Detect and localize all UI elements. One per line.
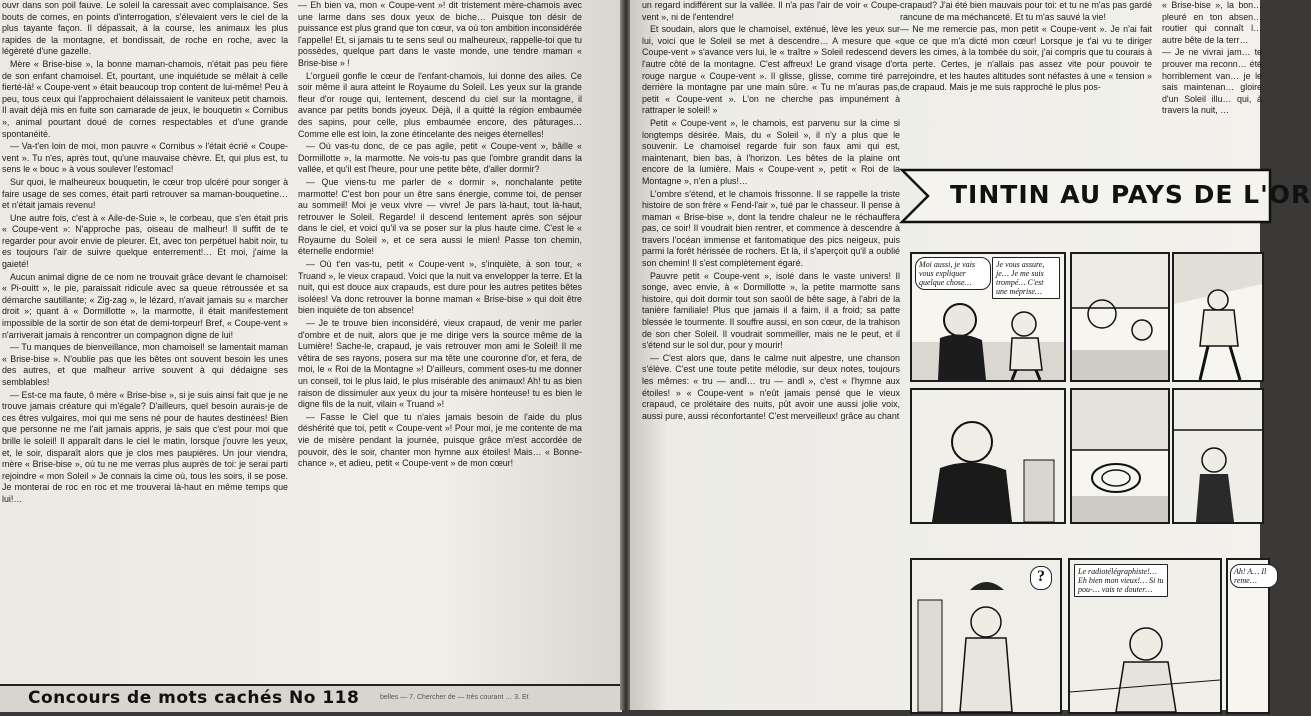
paragraph: — Fasse le Ciel que tu n'aies jamais besoin de l'aide du plus déshérité que toi, petit « Coupe-vent »! Pour moi, je me contente de ma vie de misère pendant la journée, puisque grâce m'est accordée de pouvoir, dès le soir, chanter mon hymne aux étoiles! Mais… « Bonne-chance », et adieu, petit « Coupe-vent » de mon cœur!: [298, 411, 582, 469]
paragraph: Pauvre petit « Coupe-vent », isolé dans le vaste univers! Il songe, avec envie, à « Dormillotte », la petite marmotte sans histoire, qui doit dormir tout son saoûl de bête sage, à l'abri de la tanière familiale! Plus que jamais il a faim, il a froid; sa patte blessée le tourmente. Il souffre aussi, en son cœur, de la trahison de son cher Soleil. Il voudrait sommeiller, mais ne le peut, et il s'étend sur le sol dur, pour y mourir!: [642, 270, 900, 351]
left-column-1: [2, 0, 288, 662]
paragraph: Et soudain, alors que le chamoisel, exténué, lève les yeux sur lui, voici que le Soleil se met à descendre… A mesure que « Coupe-vent » s'avance vers lui, le « traître » Soleil redescend de l'autre côté de la montagne. C'est affreux! Le grand visage d'or rouge nargue « Coupe-vent ». Il glisse, glisse, comme tiré par derrière la montagne par une main sûre. « Tu ne m'auras pas, petit « Coupe-vent ». L'on ne cherche pas impunément à rattraper le soleil! »: [642, 24, 900, 116]
paragraph: — Va-t'en loin de moi, mon pauvre « Cornibus » l'était écrié « Coupe-vent ». Tu n'es, après tout, qu'une mauvaise chèvre. Et, qui plus est, tu sens le « bouc » à vous soulever l'estomac!: [2, 141, 288, 175]
paragraph: Une autre fois, c'est à « Aile-de-Suie », le corbeau, que s'en était pris « Coupe-vent »: N'approche pas, oiseau de malheur! Il suffit de te regarder pour avoir envie de pleurer. Et, avec ton perpétuel habit noir, tu es toujours l'air de suivre quelque enterrement!… Et moi, j'aime la gaieté!: [2, 212, 288, 270]
paragraph: — Je ne vivrai jam… te prouver ma reconn… été horriblement van… je le sais maintenan… gloire d'un Soleil illu… qui, à travers la nuit, …: [1162, 47, 1262, 116]
speech-bubble: Je vous assure, je… Je me suis trompé… C'est une méprise…: [992, 257, 1060, 299]
paragraph: — Tu manques de bienveillance, mon chamoisel! se lamentait maman « Brise-bise ». N'oublie pas que les bêtes ont souvent besoin les unes des autres, et que malheur arrive souvent à qui dédaigne ses semblables!: [2, 342, 288, 387]
paragraph: Mère « Brise-bise », la bonne maman-chamois, n'était pas peu fière de son enfant chamoisel. Et, pourtant, une inquiétude se mêlait à celle fierté-là! « Coupe-vent » était beaucoup trop content de lui-même! Peu à peu, tous ceux qui l'approchaient délaissaient le vaniteux petit chamois. Il avait déjà mis en fuite son camarade de jeux, le bouquetin « Cornibus », animal pourtant doué de cornes respectables et d'une grande spontanéité.: [2, 58, 288, 139]
paragraph: — C'est alors que, dans le calme nuit alpestre, une chanson s'élève. C'est une toute petite mélodie, sur deux notes, toujours les mêmes: « tru — andl… tru — andl », c'est « l'hymne aux étoiles! » « Coupe-vent » n'eût jamais pensé que le vieux crapaud, ce prolétaire des nuits, pût avoir une aussi jolie voix, aussi pure, aussi réconfortante! C'est merveilleux! grâce au chant: [642, 352, 900, 421]
comic-panel: [910, 388, 1066, 524]
paragraph: ouvr dans son poil fauve. Le soleil la caressait avec complaisance. Ses bouts de cornes, en points d'interrogation, s'élevaient vers le ciel de la plus tayante façon. Il dépassait, à la course, les animaux les plus rapides de la montagne, et bondissait, de roche en roche, avec la légèreté d'une gazelle.: [2, 0, 288, 57]
comic-panel: [910, 558, 1062, 714]
paragraph: Petit « Coupe-vent », le chamois, est parvenu sur la cime si longtemps désirée. Mais, du « Soleil », il n'y a plus que le souvenir. Le chamoisel regarde fuir son faux ami qui est, maintenant, bien bas, à l'horizon. Les bêtes de la plaine ont encore de la lumière. Mais « Coupe-vent », petit « Roi de la Montagne », n'en a plus!…: [642, 117, 900, 186]
paragraph: L'ombre s'étend, et le chamois frissonne. Il se rappelle la triste histoire de son frère « Fend-l'air », tué par le chasseur. Il pense à maman « Brise-bise », dont la tendre chaleur ne le réchauffera pas, ce soir! Il voudrait bien rentrer, et commence à descendre à travers l'océan immense et fantomatique des pics neigeux, puis parmi la forêt hérissée de rochers. Et là, il s'aperçoit qu'il a oublié son chemin! Il s'est complètement égaré.: [642, 188, 900, 269]
right-page: [630, 0, 1311, 710]
right-column-1: [642, 0, 900, 692]
comic-banner: [902, 168, 1311, 224]
panel-drawing: [1072, 390, 1168, 522]
paragraph: « Brise-bise », la bon… pleuré en ton absen… routier qui connaît l… autre bête de la terr…: [1162, 0, 1262, 45]
contest-title: Concours de mots cachés No 118: [28, 688, 360, 708]
paragraph: — Où vas-tu donc, de ce pas agile, petit « Coupe-vent », bâille « Dormillotte », la marmotte. Ne vois-tu pas que l'ombre grandit dans la vallée, et qu'il est l'heure, pour une petite bête, d'aller dormir?: [298, 141, 582, 175]
banner-title: TINTIN AU PAYS DE L'OR: [950, 180, 1311, 209]
speech-bubble: Moi aussi, je vais vous expliquer quelque chose…: [915, 257, 991, 290]
speech-bubble: Ah! A… Il reme…: [1230, 564, 1278, 588]
paragraph: Sur quoi, le malheureux bouquetin, le cœur trop ulcéré pour songer à faire usage de ses cornes, était parti retrouver sa maman-bouquetine… et n'était jamais revenu!: [2, 176, 288, 211]
question-bubble: ?: [1030, 566, 1052, 590]
paragraph: — Eh bien va, mon « Coupe-vent »! dit tristement mère-chamois avec une larme dans ses doux yeux de biche… Puisque ton désir de puissance est plus grand que ton cœur, va où ton ambition inconsidérée l'appelle! Et, si jamais tu te sens seul ou malheureux, rappelle-toi que tu possèdes, quelque part dans le vaste monde, une tendre maman « Brise-bise » !: [298, 0, 582, 68]
comic-panel: [1068, 558, 1222, 714]
comic-panel: [1070, 252, 1170, 382]
paragraph: — Où t'en vas-tu, petit « Coupe-vent », s'inquiète, à son tour, « Truand », le vieux crapaud. Voici que la nuit va envelopper la terre. Et la nuit, qui est douce aux crapauds, est dure pour les autres petites bêtes isolées! Va donc retrouver la bonne maman « Brise-bise » qui doit être bien inquiète de ton absence!: [298, 259, 582, 316]
comic-panel: [1172, 388, 1264, 524]
panel-drawing: [1174, 390, 1262, 522]
left-column-2: [298, 0, 582, 662]
speech-bubble: Le radiotélégraphiste!… Eh bien mon vieux!… Si tu pou-… vais te douter…: [1074, 564, 1168, 597]
paragraph: Aucun animal digne de ce nom ne trouvait grâce devant le chamoisel: « Pi-ouitt », le pie, paraissait ridicule avec sa queue rétroussée et sa démarche sautillante; « Zig-zag », le lézard, n'avait jamais su « marcher droit »; quant à « Dormillotte », la marmotte, il était manifestement impossible de la sortir de son état de demi-torpeur! Bref, « Coupe-vent » n'arriverait jamais à rencontrer un compagnon digne de lui!: [2, 271, 288, 340]
comic-strip: [910, 252, 1267, 710]
left-page: [0, 0, 622, 710]
right-column-3: [1162, 0, 1262, 140]
comic-panel: [1070, 388, 1170, 524]
paragraph: — Je te trouve bien inconsidéré, vieux crapaud, de venir me parler d'ombre et de nuit, alors que je me dirige vers la source même de la Lumière! Sache-le, crapaud, je vais retrouver mon ami le Soleil! Il me vêtira de ses rayons, posera sur ma tête une couronne d'or, et fera, de moi, le « Roi de la Montagne »! D'ailleurs, comment oses-tu me donner un conseil, toi le plus laid, le plus misérable des animaux! Ah! tu as bien raison de dissimuler aux yeux du jour ta misère honteuse! tu es bien le digne fils de la nuit, vilain « Truand »!: [298, 318, 582, 410]
paragraph: L'orgueil gonfle le cœur de l'enfant-chamois, lui donne des ailes. Ce soir même il aura atteint le Royaume du Soleil. Les yeux sur la grande fleur d'or rouge qui, lentement, descend du ciel sur la montagne, il avance par petits bonds joyeux. Déjà, il a quitté la région embaumée des sapins, pour celle, plus embaumée encore, des pâturages… Comme elle est loin, la zone étincelante des neiges éternelles!: [298, 70, 582, 139]
comic-panel: [1172, 252, 1264, 382]
comic-panel: [910, 252, 1066, 382]
contest-strip: [0, 684, 622, 712]
right-column-2: [900, 0, 1152, 150]
paragraph: — Que viens-tu me parler de « dormir », nonchalante petite marmotte! C'est bon pour un être sans énergie, comme toi, de penser au sommeil! Moi je veux vivre — vivre! Je pars là-haut, tout là-haut, retrouver le Soleil. Regarde! il descend lentement après son séjour dans le ciel, et voici qu'il va se poser sur la plus haute cime. C'est le « Royaume du Soleil », et ce sera aussi le mien! Passe ton chemin, éternelle endormie!: [298, 176, 582, 257]
panel-drawing: [1072, 254, 1168, 380]
paragraph: — Ne me remercie pas, mon petit « Coupe-vent ». Je n'ai fait que ce que m'a dicté mon cœur! Lorsque je t'ai vu te diriger vers les cimes, à la tombée du soir, j'ai compris que tu courais à ta perte. Certes, je n'allais pas assez vite pour pouvoir te rejoindre, et les hautes altitudes sont néfastes à une « tension » de crapaud. Mais je me suis rapproché le plus pos-: [900, 24, 1152, 93]
contest-fine-print: belles — 7. Chercher de — très courant … 3. Et: [380, 694, 529, 701]
paragraph: crapaud? J'ai été bien mauvais pour toi: et tu ne m'as pas gardé rancune de ma méchanceté. Et tu m'as sauvé la vie!: [900, 0, 1152, 22]
panel-drawing: [912, 390, 1064, 522]
panel-drawing: [1174, 254, 1262, 380]
paragraph: — Est-ce ma faute, ô mère « Brise-bise », si je suis ainsi fait que je ne trouve jamais créature qui m'égale? D'ailleurs, quel besoin aurais-je de ces êtres vulgaires, moi qui me sens né pour de hautes destinées! Bien que personne ne me l'ait jamais appris, je sais que c'est pour moi que brille le soleil! Il apparaît dans le ciel le matin, lorsque j'ouvre les yeux, et, le soir, disparaît alors que je clos mes paupières. Un jour viendra, mère « Brise-bise », où tu ne me verras plus auprès de toi: je serai parti rejoindre « mon Soleil » Je connais la cime où, tous les soirs, il se pose. Je monterai de roc en roc et me trouverai là-haut en même temps que lui!…: [2, 389, 288, 504]
comic-panel: [1226, 558, 1270, 714]
paragraph: un regard indifférent sur la vallée. Il n'a pas l'air de voir « Coupe-vent », ni de l'entendre!: [642, 0, 900, 22]
